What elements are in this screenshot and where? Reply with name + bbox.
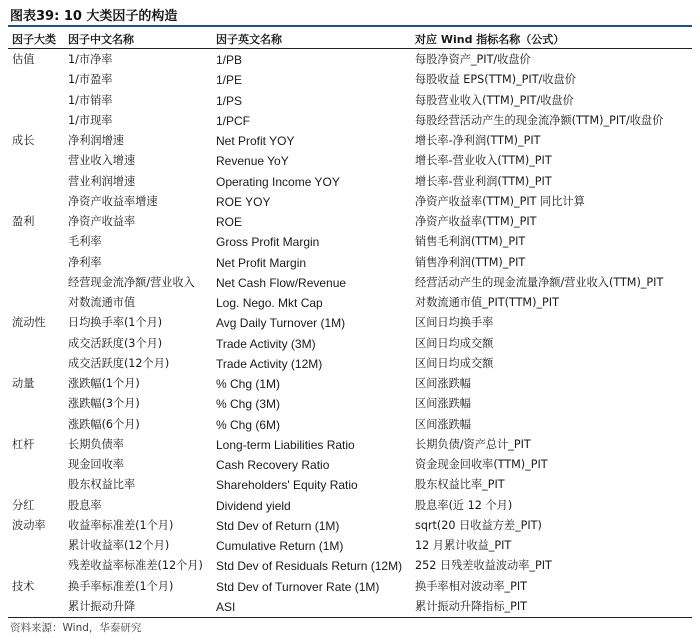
factor-category-cell: 估值: [12, 53, 35, 66]
factor-category-cell: 分红: [12, 498, 35, 512]
factor-chinese-name-cell: 1/市销率: [68, 93, 113, 107]
factor-chinese-name-cell: 营业利润增速: [68, 174, 136, 188]
table-row: [8, 70, 692, 90]
table-row: [8, 597, 692, 617]
factor-category-cell: 波动率: [12, 518, 46, 532]
table-row: [8, 496, 692, 516]
wind-indicator-cell: 每股收益 EPS(TTM)_PIT/收盘价: [415, 73, 576, 87]
factor-chinese-name-cell: 涨跌幅(3个月): [68, 397, 140, 411]
factor-category-cell: 动量: [12, 377, 35, 390]
table-header: [8, 27, 692, 49]
table-row: [8, 536, 692, 556]
factor-category-cell: 流动性: [12, 316, 46, 330]
table-row: [8, 273, 692, 293]
wind-indicator-cell: 净资产收益率(TTM)_PIT: [415, 215, 537, 228]
wind-indicator-cell: 累计振动升降指标_PIT: [415, 599, 527, 613]
factor-english-name-cell: ASI: [216, 599, 236, 614]
factor-english-name-cell: ROE YOY: [216, 194, 271, 209]
factor-chinese-name-cell: 日均换手率(1个月): [68, 316, 163, 330]
factor-english-name-cell: 1/PE: [216, 73, 243, 88]
factor-english-name-cell: Gross Profit Margin: [216, 235, 320, 250]
factor-english-name-cell: Long-term Liabilities Ratio: [216, 437, 355, 452]
table-row: [8, 455, 692, 475]
factor-english-name-cell: Net Cash Flow/Revenue: [216, 275, 347, 290]
factor-english-name-cell: Std Dev of Return (1M): [216, 518, 340, 533]
wind-indicator-cell: 对数流通市值_PIT(TTM)_PIT: [415, 296, 559, 309]
factor-chinese-name-cell: 股息率: [68, 498, 102, 512]
factor-english-name-cell: Std Dev of Turnover Rate (1M): [216, 579, 380, 594]
factor-english-name-cell: Shareholders' Equity Ratio: [216, 478, 358, 493]
wind-indicator-cell: 增长率-营业利润(TTM)_PIT: [415, 174, 552, 188]
factor-chinese-name-cell: 成交活跃度(12个月): [68, 356, 170, 370]
factor-english-name-cell: Avg Daily Turnover (1M): [216, 316, 346, 331]
wind-indicator-cell: 股东权益比率_PIT: [415, 478, 505, 492]
table-row: [8, 516, 692, 536]
factor-category-cell: 成长: [12, 134, 35, 147]
table-row: [8, 151, 692, 171]
table-row: [8, 415, 692, 435]
factor-english-name-cell: 1/PS: [216, 93, 243, 108]
header-factor-category: 因子大类: [12, 33, 56, 46]
table-row: [8, 172, 692, 192]
factor-chinese-name-cell: 净利润增速: [68, 134, 124, 147]
table-row: [8, 50, 692, 70]
factor-chinese-name-cell: 长期负债率: [68, 437, 124, 451]
wind-indicator-cell: 区间涨跌幅: [415, 417, 471, 431]
factor-english-name-cell: Net Profit YOY: [216, 134, 295, 148]
factor-english-name-cell: % Chg (3M): [216, 397, 281, 412]
table-row: [8, 577, 692, 597]
table-row: [8, 394, 692, 414]
wind-indicator-cell: 区间日均成交额: [415, 356, 494, 370]
table-row: [8, 131, 692, 151]
table-row: [8, 354, 692, 374]
factor-english-name-cell: % Chg (1M): [216, 377, 281, 391]
wind-indicator-cell: 增长率-净利润(TTM)_PIT: [415, 134, 541, 147]
wind-indicator-cell: 12 月累计收益_PIT: [415, 539, 512, 552]
factor-chinese-name-cell: 经营现金流净额/营业收入: [68, 275, 195, 289]
table-row: [8, 293, 692, 313]
table-row: [8, 475, 692, 495]
table-row: [8, 111, 692, 131]
factor-category-cell: 杠杆: [12, 437, 35, 451]
factor-english-name-cell: 1/PB: [216, 53, 243, 67]
table-row: [8, 91, 692, 111]
factor-chinese-name-cell: 涨跌幅(6个月): [68, 417, 140, 431]
factor-chinese-name-cell: 毛利率: [68, 235, 102, 249]
factor-english-name-cell: Revenue YoY: [216, 154, 289, 169]
factor-english-name-cell: Net Profit Margin: [216, 255, 307, 270]
wind-indicator-cell: sqrt(20 日收益方差_PIT): [415, 518, 542, 532]
wind-indicator-cell: 每股净资产_PIT/收盘价: [415, 53, 531, 66]
factor-english-name-cell: Dividend yield: [216, 498, 291, 513]
source-note: 资料来源：Wind，华泰研究: [10, 622, 142, 634]
factor-chinese-name-cell: 1/市净率: [68, 53, 113, 66]
factor-english-name-cell: Trade Activity (12M): [216, 356, 323, 371]
wind-indicator-cell: 区间涨跌幅: [415, 377, 471, 390]
factor-english-name-cell: ROE: [216, 215, 243, 229]
table-row: [8, 556, 692, 576]
factor-english-name-cell: Cash Recovery Ratio: [216, 458, 330, 472]
header-wind-indicator: 对应 Wind 指标名称（公式）: [415, 33, 565, 46]
table-row: [8, 212, 692, 232]
header-factor-chinese-name: 因子中文名称: [68, 33, 134, 46]
factor-chinese-name-cell: 涨跌幅(1个月): [68, 377, 140, 390]
wind-indicator-cell: 长期负债/资产总计_PIT: [415, 437, 531, 451]
table-row: [8, 334, 692, 354]
factor-chinese-name-cell: 成交活跃度(3个月): [68, 336, 163, 350]
wind-indicator-cell: 资金现金回收率(TTM)_PIT: [415, 458, 548, 471]
wind-indicator-cell: 增长率-营业收入(TTM)_PIT: [415, 154, 552, 168]
table-row: [8, 374, 692, 394]
factor-chinese-name-cell: 累计振动升降: [68, 599, 136, 613]
factor-category-cell: 技术: [12, 579, 35, 593]
factor-category-cell: 盈利: [12, 215, 35, 228]
table-row: [8, 192, 692, 212]
factor-english-name-cell: % Chg (6M): [216, 417, 281, 432]
table-row: [8, 435, 692, 455]
factor-english-name-cell: Operating Income YOY: [216, 174, 340, 189]
wind-indicator-cell: 区间日均成交额: [415, 336, 494, 350]
factor-chinese-name-cell: 对数流通市值: [68, 296, 136, 309]
factor-chinese-name-cell: 现金回收率: [68, 458, 124, 471]
wind-indicator-cell: 区间日均换手率: [415, 316, 494, 330]
wind-indicator-cell: 经营活动产生的现金流量净额/营业收入(TTM)_PIT: [415, 275, 664, 289]
factor-chinese-name-cell: 净资产收益率: [68, 215, 136, 228]
factor-english-name-cell: 1/PCF: [216, 113, 251, 128]
factor-chinese-name-cell: 1/市盈率: [68, 73, 113, 87]
factor-english-name-cell: Trade Activity (3M): [216, 336, 316, 351]
bottom-rule: [8, 617, 692, 618]
factor-chinese-name-cell: 净资产收益率增速: [68, 194, 158, 208]
table-body: [8, 50, 692, 617]
factor-chinese-name-cell: 1/市现率: [68, 113, 113, 127]
wind-indicator-cell: 销售净利润(TTM)_PIT: [415, 255, 526, 269]
table-row: [8, 313, 692, 333]
factor-english-name-cell: Cumulative Return (1M): [216, 539, 344, 553]
factor-chinese-name-cell: 营业收入增速: [68, 154, 136, 168]
factor-chinese-name-cell: 残差收益率标准差(12个月): [68, 559, 203, 573]
factor-chinese-name-cell: 净利率: [68, 255, 102, 269]
wind-indicator-cell: 换手率相对波动率_PIT: [415, 579, 527, 593]
table-row: [8, 232, 692, 252]
wind-indicator-cell: 252 日残差收益波动率_PIT: [415, 559, 552, 573]
table-row: [8, 253, 692, 273]
factor-english-name-cell: Log. Nego. Mkt Cap: [216, 296, 323, 310]
wind-indicator-cell: 销售毛利润(TTM)_PIT: [415, 235, 526, 249]
factor-english-name-cell: Std Dev of Residuals Return (12M): [216, 559, 403, 574]
factor-chinese-name-cell: 收益率标准差(1个月): [68, 518, 174, 532]
factor-chinese-name-cell: 股东权益比率: [68, 478, 136, 492]
figure-title: 图表39: 10 大类因子的构造: [10, 9, 178, 24]
wind-indicator-cell: 每股营业收入(TTM)_PIT/收盘价: [415, 93, 574, 107]
factor-chinese-name-cell: 累计收益率(12个月): [68, 539, 170, 552]
header-factor-english-name: 因子英文名称: [216, 33, 282, 46]
wind-indicator-cell: 股息率(近 12 个月): [415, 498, 513, 512]
wind-indicator-cell: 净资产收益率(TTM)_PIT 同比计算: [415, 194, 585, 208]
wind-indicator-cell: 每股经营活动产生的现金流净额(TTM)_PIT/收盘价: [415, 113, 664, 127]
factor-chinese-name-cell: 换手率标准差(1个月): [68, 579, 174, 593]
wind-indicator-cell: 区间涨跌幅: [415, 397, 471, 411]
